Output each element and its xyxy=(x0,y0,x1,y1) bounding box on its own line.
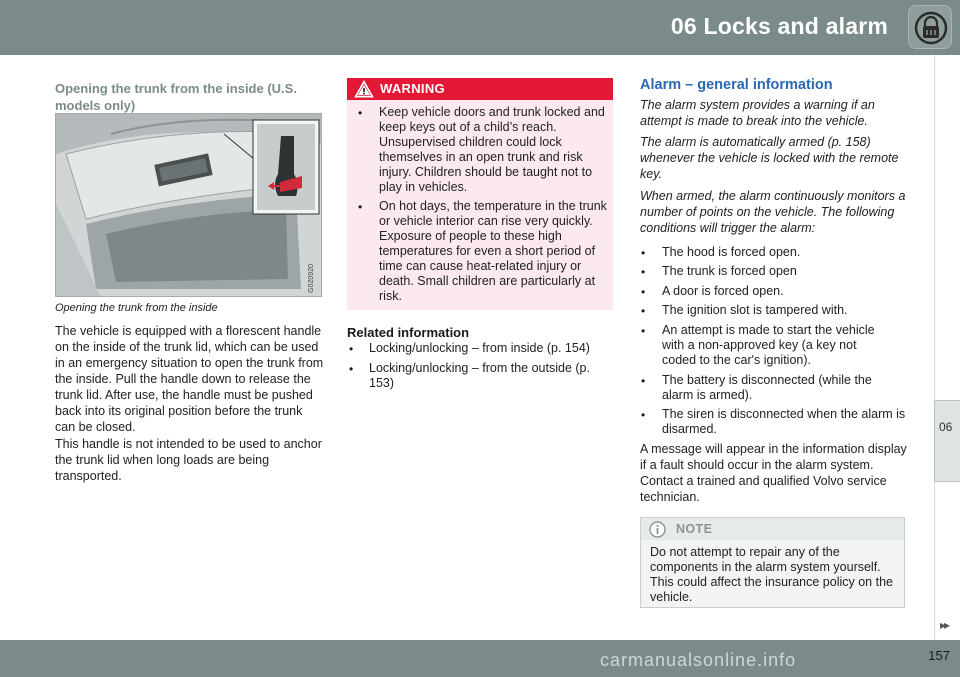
note-box xyxy=(640,517,905,608)
alarm-intro: The alarm is automatically armed (p. 158) whenever the vehicle is locked with the remote key. xyxy=(640,135,899,181)
warning-item: Keep vehicle doors and trunk locked and keep keys out of a child’s reach. Unsupervised children could lock themselves in an open trunk and risk injury. Children should be taught not to play in vehicles. xyxy=(379,105,605,194)
page-footer xyxy=(0,640,960,677)
alarm-fault-paragraph: A message will appear in the information display if a fault should occur in the alarm system. Contact a trained and qualified Volvo service technician. xyxy=(640,442,907,504)
warning-box xyxy=(347,78,613,310)
alarm-condition: The trunk is forced open xyxy=(662,264,797,278)
warning-triangle-icon xyxy=(354,80,374,103)
info-icon xyxy=(649,521,666,543)
bullet-icon: • xyxy=(641,265,646,279)
bullet-icon: • xyxy=(641,246,646,260)
note-header xyxy=(641,518,904,540)
warning-title: WARNING xyxy=(380,81,445,96)
watermark: carmanualsonline.info xyxy=(600,650,797,670)
alarm-condition: An attempt is made to start the vehicle with a non-approved key (a key not coded to the car's ignition). xyxy=(662,323,875,367)
photo-caption: Opening the trunk from the inside xyxy=(55,302,218,314)
page-header xyxy=(0,0,960,55)
bullet-icon: • xyxy=(641,324,646,338)
alarm-intro: The alarm system provides a warning if an attempt is made to break into the vehicle. xyxy=(640,98,875,128)
alarm-condition: The ignition slot is tampered with. xyxy=(662,303,848,317)
trunk-handle-paragraph: The vehicle is equipped with a florescent handle on the inside of the trunk lid, which can be used in an emergency situation to open the trunk from the inside. Pull the handle down to release the trunk lid. After use, the handle must be pushed back into its original position before the trunk can be closed. xyxy=(55,324,324,434)
bullet-icon: • xyxy=(641,374,646,388)
warning-item: On hot days, the temperature in the trunk or vehicle interior can rise very quickly. Exposure of people to these high temperatures for even a short period of time can cause heat-related injury or death. Small children are particularly at risk. xyxy=(379,199,607,303)
trunk-handle-note-paragraph: This handle is not intended to be used to anchor the trunk lid when long loads are being transported. xyxy=(55,437,322,483)
side-strip xyxy=(934,55,960,400)
alarm-intro: When armed, the alarm continuously monitors a number of points on the vehicle. The following conditions will trigger the alarm: xyxy=(640,189,906,235)
related-link[interactable]: Locking/unlocking – from inside (p. 154) xyxy=(369,341,590,355)
trunk-interior-photo xyxy=(55,113,322,297)
related-info-title: Related information xyxy=(347,325,470,340)
trunk-section-title: Opening the trunk from the inside (U.S. models only) xyxy=(55,81,297,113)
alarm-condition: The siren is disconnected when the alarm is disarmed. xyxy=(662,407,906,436)
bullet-icon: • xyxy=(641,408,646,422)
related-link[interactable]: Locking/unlocking – from the outside (p. 153) xyxy=(369,361,590,390)
side-strip-lower xyxy=(934,482,960,640)
bullet-icon: • xyxy=(641,285,646,299)
alarm-condition: The hood is forced open. xyxy=(662,245,801,259)
padlock-icon xyxy=(908,5,952,49)
warning-header xyxy=(347,78,613,100)
alarm-condition: A door is forced open. xyxy=(662,284,784,298)
double-chevron-right-icon[interactable]: ▸▸ xyxy=(939,618,948,632)
bullet-icon: • xyxy=(349,342,354,356)
alarm-condition: The battery is disconnected (while the alarm is armed). xyxy=(662,373,872,402)
chapter-tab[interactable] xyxy=(934,400,960,482)
bullet-icon: • xyxy=(349,362,354,376)
image-code: G020920 xyxy=(308,264,315,293)
chapter-tab-label: 06 xyxy=(939,420,953,434)
chapter-title: 06 Locks and alarm xyxy=(670,13,888,39)
bullet-icon: • xyxy=(358,200,363,214)
note-title: NOTE xyxy=(676,522,713,536)
page-number: 157 xyxy=(928,648,950,663)
bullet-icon: • xyxy=(641,304,646,318)
alarm-section-title: Alarm – general information xyxy=(640,77,833,93)
note-text: Do not attempt to repair any of the components in the alarm system yourself. This could affect the insurance policy on the vehicle. xyxy=(650,545,893,604)
bullet-icon: • xyxy=(358,106,363,120)
